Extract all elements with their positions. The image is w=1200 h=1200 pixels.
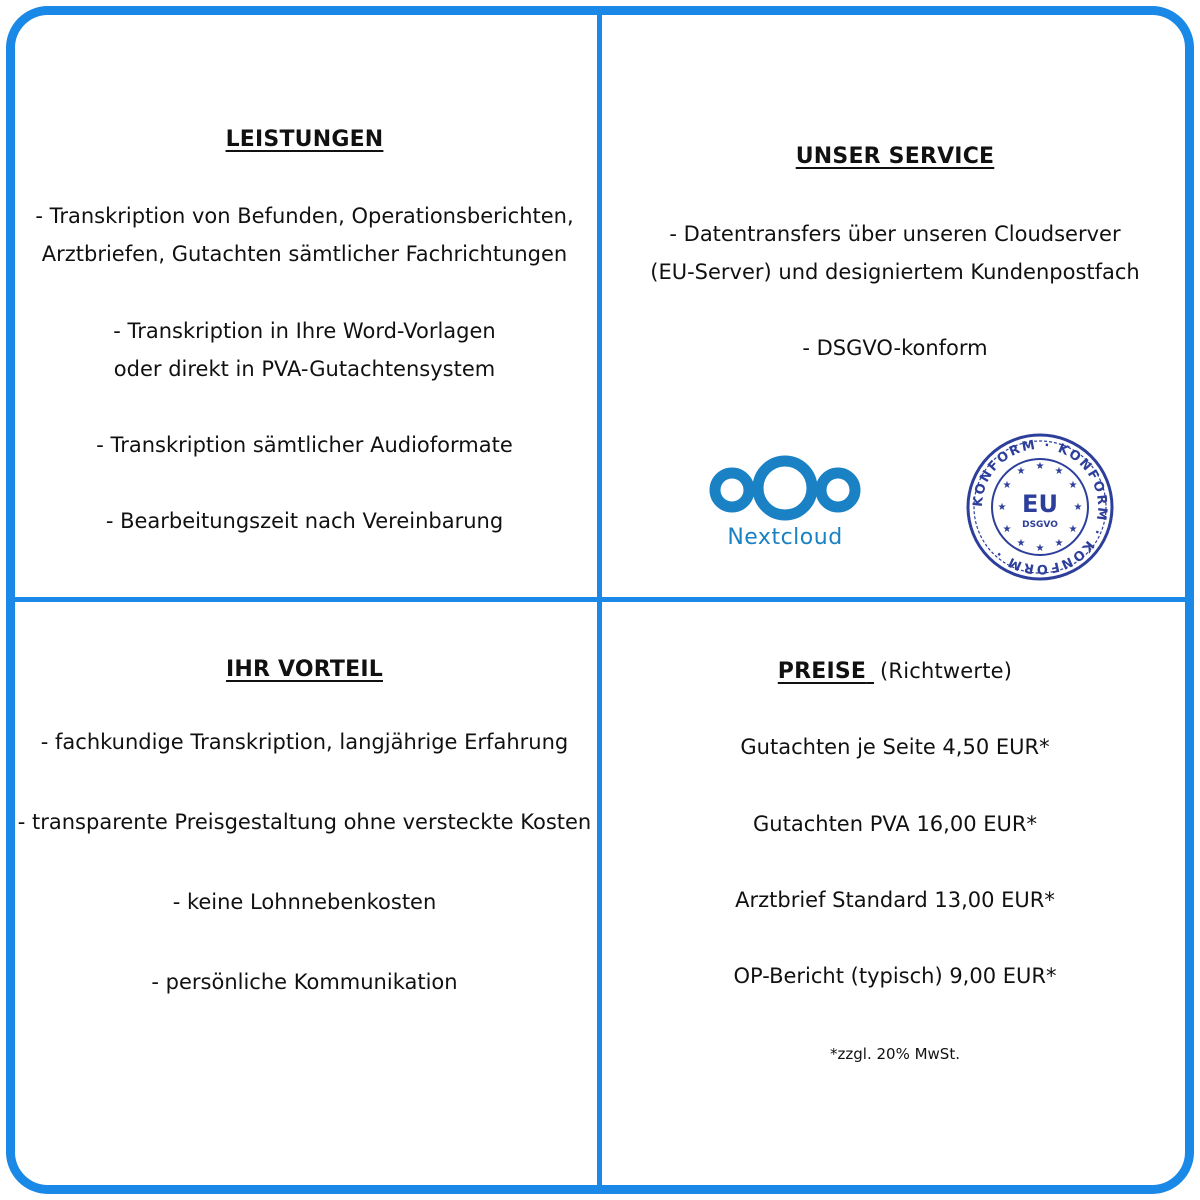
vorteil-line: - transparente Preisgestaltung ohne versteckte Kosten xyxy=(17,810,592,834)
svg-text:★: ★ xyxy=(1016,466,1026,477)
service-line: - DSGVO-konform xyxy=(802,336,988,360)
leistungen-title: LEISTUNGEN xyxy=(225,127,384,152)
preise-section xyxy=(602,602,1188,1188)
preise-heading xyxy=(602,659,1188,684)
leistungen-line: - Transkription sämtlicher Audioformate xyxy=(96,433,513,457)
svg-text:★: ★ xyxy=(1054,466,1064,477)
vorteil-line: - fachkundige Transkription, langjährige Erfahrung xyxy=(40,730,569,754)
price-line: OP-Bericht (typisch) 9,00 EUR* xyxy=(733,964,1057,988)
svg-text:★: ★ xyxy=(1073,502,1083,513)
preise-title: PREISE xyxy=(777,659,867,684)
leistungen-line: Arztbriefen, Gutachten sämtlicher Fachrichtungen xyxy=(41,242,568,266)
vorteil-section xyxy=(12,602,597,1188)
service-title: UNSER SERVICE xyxy=(795,144,995,169)
eu-seal-icon xyxy=(965,432,1115,582)
leistungen-line: - Transkription in Ihre Word-Vorlagen xyxy=(113,319,496,343)
leistungen-line: - Bearbeitungszeit nach Vereinbarung xyxy=(105,509,504,533)
leistungen-line: oder direkt in PVA-Gutachtensystem xyxy=(113,357,496,381)
price-line: Gutachten PVA 16,00 EUR* xyxy=(753,812,1037,836)
svg-text:★: ★ xyxy=(997,502,1007,513)
preise-subtitle: (Richtwerte) xyxy=(880,659,1013,683)
svg-text:★: ★ xyxy=(1035,461,1045,472)
vorteil-title: IHR VORTEIL xyxy=(226,657,383,682)
nextcloud-logo-text: Nextcloud xyxy=(727,525,843,550)
leistungen-line: - Transkription von Befunden, Operationsberichten, xyxy=(35,204,574,228)
svg-text:★: ★ xyxy=(1068,524,1078,535)
svg-text:★: ★ xyxy=(1016,538,1026,549)
svg-text:KONFORM · KONFORM · KONFORM ·: KONFORM · KONFORM · KONFORM · xyxy=(970,437,1110,577)
svg-text:★: ★ xyxy=(1002,524,1012,535)
svg-text:★: ★ xyxy=(1054,538,1064,549)
price-line: Gutachten je Seite 4,50 EUR* xyxy=(740,735,1050,759)
svg-text:★: ★ xyxy=(1002,480,1012,491)
service-line: (EU-Server) und designiertem Kundenpostfach xyxy=(650,260,1140,284)
eu-seal-center: EU xyxy=(1022,490,1058,518)
vorteil-line: - keine Lohnnebenkosten xyxy=(172,890,437,914)
svg-text:★: ★ xyxy=(1035,543,1045,554)
vorteil-line: - persönliche Kommunikation xyxy=(151,970,458,994)
leistungen-section xyxy=(12,12,597,597)
service-line: - Datentransfers über unseren Cloudserver xyxy=(669,222,1121,246)
svg-text:★: ★ xyxy=(1068,480,1078,491)
price-line: Arztbrief Standard 13,00 EUR* xyxy=(735,888,1055,912)
eu-seal-sub: DSGVO xyxy=(1022,520,1058,530)
price-note: *zzgl. 20% MwSt. xyxy=(830,1045,960,1063)
